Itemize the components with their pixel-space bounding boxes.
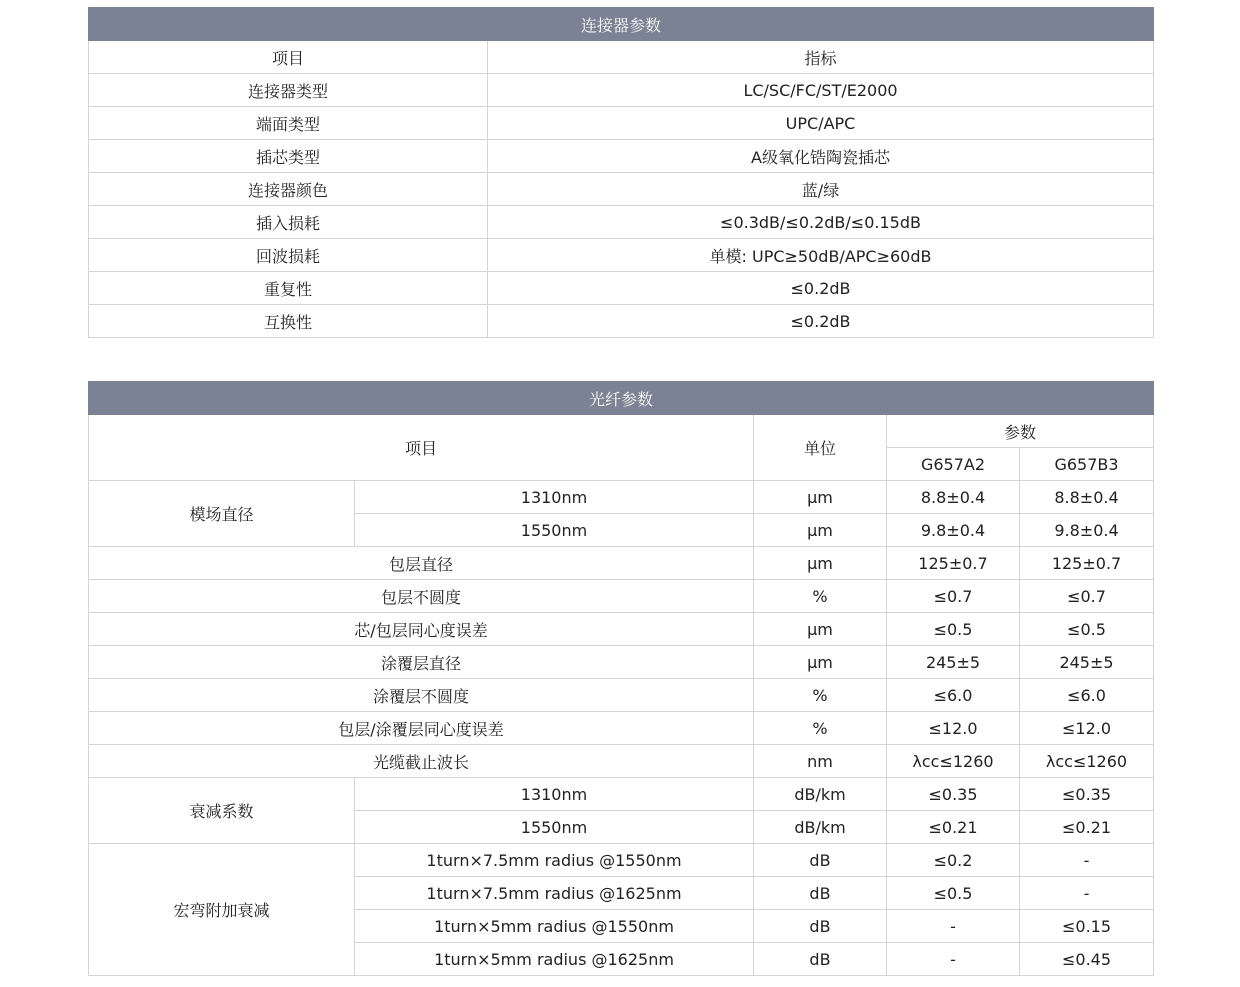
row-value-b: - [1020,877,1154,910]
row-value-b: ≤0.7 [1020,580,1154,613]
row-spec: 蓝/绿 [488,173,1154,206]
row-item: 包层不圆度 [89,580,754,613]
row-unit: µm [754,547,887,580]
row-value-a: 245±5 [887,646,1020,679]
row-item: 包层/涂覆层同心度误差 [89,712,754,745]
row-spec: UPC/APC [488,107,1154,140]
row-value-a: ≤0.5 [887,877,1020,910]
row-item: 插芯类型 [89,140,488,173]
table-row [89,305,1154,338]
table-row [89,272,1154,305]
row-unit: dB [754,943,887,976]
row-value-a: - [887,910,1020,943]
row-unit: % [754,712,887,745]
row-value-b: - [1020,844,1154,877]
row-value-a: - [887,943,1020,976]
row-condition: 1turn×7.5mm radius @1625nm [355,877,754,910]
table-row [89,239,1154,272]
row-spec: ≤0.2dB [488,272,1154,305]
table-row [89,844,1154,877]
header-item: 项目 [89,41,488,74]
attenuation-label: 衰减系数 [89,778,355,844]
row-condition: 1turn×5mm radius @1625nm [355,943,754,976]
row-value-b: ≤0.5 [1020,613,1154,646]
row-item: 端面类型 [89,107,488,140]
macrobend-loss-label: 宏弯附加衰减 [89,844,355,976]
row-item: 插入损耗 [89,206,488,239]
row-spec: ≤0.2dB [488,305,1154,338]
row-value-a: ≤0.7 [887,580,1020,613]
row-unit: µm [754,613,887,646]
row-value-b: 125±0.7 [1020,547,1154,580]
row-item: 回波损耗 [89,239,488,272]
row-unit: dB/km [754,778,887,811]
row-value-a: 8.8±0.4 [887,481,1020,514]
table-title: 光纤参数 [89,382,1154,415]
row-value-a: 9.8±0.4 [887,514,1020,547]
row-item: 芯/包层同心度误差 [89,613,754,646]
row-value-b: 8.8±0.4 [1020,481,1154,514]
row-condition: 1turn×5mm radius @1550nm [355,910,754,943]
row-unit: µm [754,646,887,679]
row-unit: dB [754,877,887,910]
table-row [89,206,1154,239]
row-unit: % [754,679,887,712]
row-unit: dB [754,910,887,943]
row-value-b: 245±5 [1020,646,1154,679]
row-condition: 1550nm [355,514,754,547]
row-value-a: ≤6.0 [887,679,1020,712]
header-col-a: G657A2 [887,448,1020,481]
row-unit: µm [754,514,887,547]
row-value-a: ≤0.35 [887,778,1020,811]
table-row [89,547,1154,580]
row-value-a: ≤0.5 [887,613,1020,646]
row-value-b: ≤12.0 [1020,712,1154,745]
table-title-row [89,382,1154,415]
row-item: 重复性 [89,272,488,305]
row-value-a: ≤12.0 [887,712,1020,745]
table-title: 连接器参数 [89,8,1154,41]
row-item: 互换性 [89,305,488,338]
table-title-row [89,8,1154,41]
row-value-a: 125±0.7 [887,547,1020,580]
row-item: 涂覆层直径 [89,646,754,679]
row-spec: A级氧化锆陶瓷插芯 [488,140,1154,173]
fiber-params-table [88,381,1154,976]
row-condition: 1310nm [355,778,754,811]
row-item: 涂覆层不圆度 [89,679,754,712]
row-unit: % [754,580,887,613]
header-col-b: G657B3 [1020,448,1154,481]
row-unit: dB/km [754,811,887,844]
row-value-b: λcc≤1260 [1020,745,1154,778]
header-unit: 单位 [754,415,887,481]
row-condition: 1310nm [355,481,754,514]
table-row [89,778,1154,811]
table-row [89,74,1154,107]
row-value-b: ≤6.0 [1020,679,1154,712]
header-params: 参数 [887,415,1154,448]
header-item: 项目 [89,415,754,481]
row-value-b: ≤0.15 [1020,910,1154,943]
header-row [89,415,1154,448]
row-unit: nm [754,745,887,778]
table-row [89,140,1154,173]
row-item: 连接器颜色 [89,173,488,206]
row-condition: 1550nm [355,811,754,844]
table-row [89,613,1154,646]
row-spec: ≤0.3dB/≤0.2dB/≤0.15dB [488,206,1154,239]
row-item: 连接器类型 [89,74,488,107]
table-row [89,646,1154,679]
header-row [89,41,1154,74]
row-value-b: 9.8±0.4 [1020,514,1154,547]
row-spec: 单模: UPC≥50dB/APC≥60dB [488,239,1154,272]
mode-field-diameter-label: 模场直径 [89,481,355,547]
table-row [89,173,1154,206]
row-item: 包层直径 [89,547,754,580]
row-value-b: ≤0.45 [1020,943,1154,976]
table-row [89,679,1154,712]
row-item: 光缆截止波长 [89,745,754,778]
table-row [89,580,1154,613]
table-row [89,745,1154,778]
row-value-b: ≤0.21 [1020,811,1154,844]
row-value-a: ≤0.2 [887,844,1020,877]
header-spec: 指标 [488,41,1154,74]
table-row [89,107,1154,140]
row-unit: dB [754,844,887,877]
row-spec: LC/SC/FC/ST/E2000 [488,74,1154,107]
connector-params-table [88,7,1154,338]
table-row [89,712,1154,745]
row-unit: µm [754,481,887,514]
row-value-b: ≤0.35 [1020,778,1154,811]
row-condition: 1turn×7.5mm radius @1550nm [355,844,754,877]
row-value-a: λcc≤1260 [887,745,1020,778]
row-value-a: ≤0.21 [887,811,1020,844]
table-row [89,481,1154,514]
